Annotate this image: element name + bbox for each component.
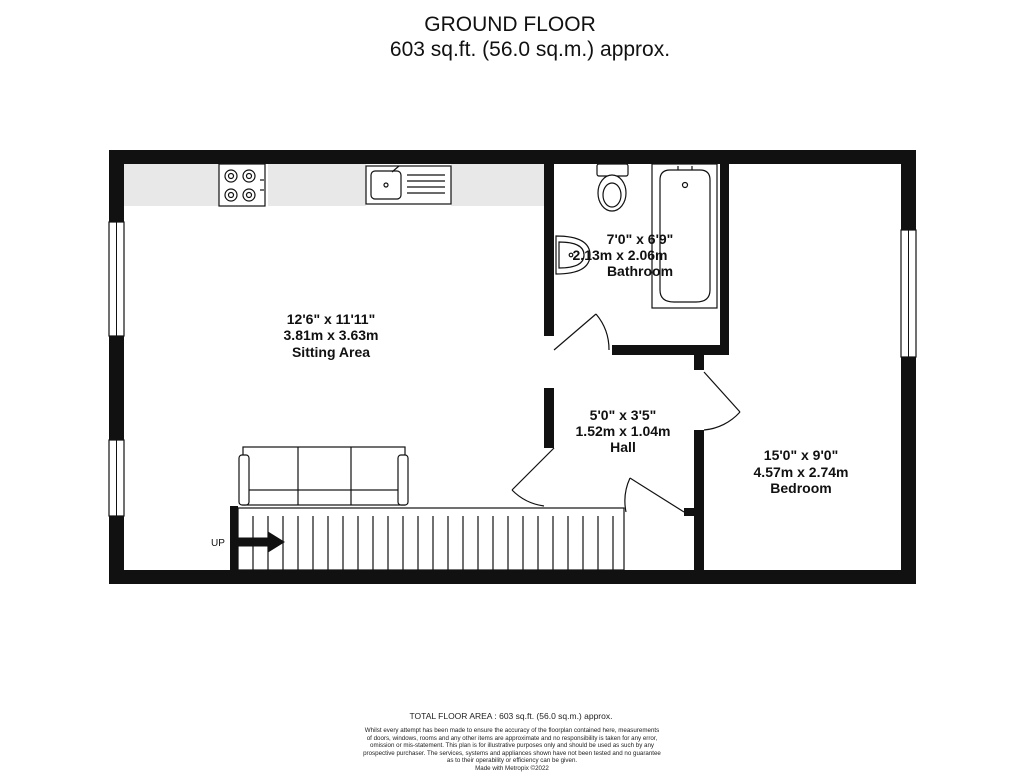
hall-metric: 1.52m x 1.04m bbox=[575, 423, 671, 439]
stairs-up-label: UP bbox=[211, 538, 225, 549]
hob-icon bbox=[219, 164, 265, 206]
total-floor-area: TOTAL FLOOR AREA : 603 sq.ft. (56.0 sq.m.) approx. bbox=[409, 711, 613, 721]
sink-icon bbox=[366, 166, 451, 204]
window-left-top bbox=[109, 222, 124, 336]
hall-label bbox=[576, 407, 671, 455]
bathroom-imperial: 7'0" x 6'9" bbox=[606, 231, 674, 247]
bedroom-label bbox=[754, 447, 849, 496]
floor-title: GROUND FLOOR bbox=[424, 13, 596, 36]
bathroom-metric: 2.13m x 2.06m bbox=[572, 247, 668, 263]
sitting-area-imperial: 12'6" x 11'11" bbox=[286, 311, 376, 327]
disclaimer-line: Whilst every attempt has been made to ensure the accuracy of the floorplan contained here, measurements bbox=[364, 727, 660, 734]
bathroom-name: Bathroom bbox=[606, 263, 674, 279]
window-left-bottom bbox=[109, 440, 124, 516]
sitting-area-name: Sitting Area bbox=[291, 344, 371, 360]
disclaimer bbox=[0, 727, 1024, 773]
staircase bbox=[238, 508, 624, 570]
sitting-area-door[interactable] bbox=[512, 448, 554, 506]
bathroom-label bbox=[573, 231, 674, 279]
bedroom-door[interactable] bbox=[704, 372, 740, 430]
hall-imperial: 5'0" x 3'5" bbox=[589, 407, 657, 423]
disclaimer-line: omission or mis-statement. This plan is for illustrative purposes only and should be used as such by any bbox=[370, 742, 654, 750]
sofa-icon bbox=[239, 447, 408, 505]
window-right bbox=[901, 230, 916, 357]
sitting-area-metric: 3.81m x 3.63m bbox=[283, 327, 379, 343]
bedroom-imperial: 15'0" x 9'0" bbox=[763, 447, 839, 463]
toilet-icon bbox=[597, 164, 628, 211]
disclaimer-line: as to their operability or efficiency can be given. bbox=[446, 757, 578, 765]
bathroom-door[interactable] bbox=[554, 314, 609, 350]
hall-name: Hall bbox=[610, 439, 636, 455]
disclaimer-line: prospective purchaser. The services, systems and appliances shown have not been tested and no guarantee bbox=[363, 749, 661, 757]
disclaimer-line: of doors, windows, rooms and any other items are approximate and no responsibility is taken for any error, bbox=[366, 734, 658, 742]
kitchen-worktop bbox=[124, 164, 544, 206]
floor-area: 603 sq.ft. (56.0 sq.m.) approx. bbox=[389, 38, 671, 61]
sitting-area-label bbox=[284, 311, 379, 360]
bedroom-metric: 4.57m x 2.74m bbox=[753, 464, 849, 480]
entrance-door[interactable] bbox=[625, 478, 684, 512]
metropix-credit: Made with Metropix ©2022 bbox=[475, 764, 549, 772]
bedroom-name: Bedroom bbox=[770, 480, 832, 496]
